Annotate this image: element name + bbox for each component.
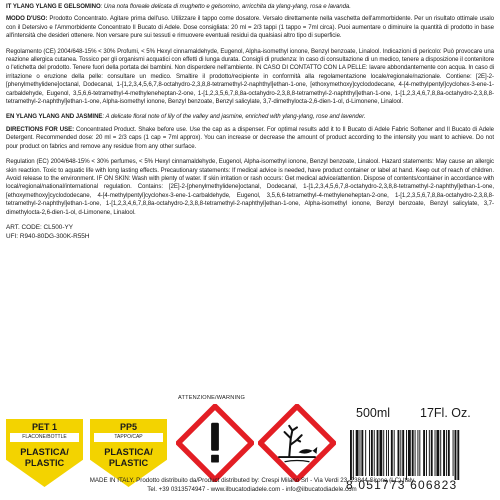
barcode-bar bbox=[431, 430, 433, 476]
ghs-exclamation-icon bbox=[176, 404, 254, 482]
barcode-bar bbox=[423, 430, 425, 476]
it-usage-heading: MODO D'USO: bbox=[6, 15, 48, 23]
recycling-code: PP5 bbox=[119, 422, 137, 432]
barcode-bar bbox=[371, 430, 373, 476]
warning-title: ATTENZIONE/WARNING bbox=[178, 395, 245, 401]
recycling-material bbox=[6, 447, 83, 468]
recycling-code: PET 1 bbox=[31, 422, 57, 432]
barcode-bar bbox=[400, 430, 401, 476]
barcode-bar bbox=[426, 430, 427, 476]
barcode-bar bbox=[379, 430, 382, 476]
barcode-bar bbox=[448, 430, 450, 476]
recycling-material bbox=[90, 447, 167, 468]
volume-floz: 17Fl. Oz. bbox=[420, 406, 471, 420]
ghs-environment-icon bbox=[258, 404, 336, 482]
ufi-code: UFI: R940-80DG-300K-R55H bbox=[6, 232, 90, 240]
it-title: IT YLANG YLANG E GELSOMINO bbox=[6, 3, 101, 10]
it-intro-text: : Una nota floreale delicata di mughetto e gelsomino, arricchita da ylang-ylang, rosa e lavanda. bbox=[100, 3, 351, 10]
footer bbox=[12, 477, 492, 494]
barcode-bar bbox=[350, 430, 352, 480]
barcode-bar bbox=[429, 430, 430, 476]
barcode-bar bbox=[356, 430, 359, 476]
en-intro bbox=[6, 113, 494, 121]
material-line1: PLASTICA/ bbox=[20, 447, 69, 457]
barcode-bar bbox=[360, 430, 361, 476]
barcode-bar bbox=[417, 430, 418, 476]
barcode-bar bbox=[383, 430, 384, 476]
footer-address: MADE IN ITALY. Prodotto distribuito da/Product distributed by: Crespi Milano Srl - Via Verdi 23, 23844 Sirone (LC) Italy bbox=[89, 477, 415, 484]
barcode-bar bbox=[419, 430, 420, 476]
barcode-bar bbox=[361, 430, 363, 476]
barcode-bar bbox=[436, 430, 439, 476]
en-title: EN YLANG YLANG AND JASMINE bbox=[6, 113, 103, 121]
it-regulation: Regolamento (CE) 2004/648-15% < 30% Profumi, < 5% Hexyl cinnamaldehyde, Eugenol, Alpha-isomethyl ionone, Benzyl benzoate, Linalool. Indicazioni di pericolo: Può provocare una reazione allergica cutanea. Tossico per gli organismi acquatici con effetti di lunga durata. Consigli di prudenza: In caso di consultazione di un medico, tenere a disposizione il contenitore o l'etichetta del prodotto. Tenere fuori della portata dei bambini. Non disperdere nell'ambiente. IN CASO DI CONTATTO CON LA PELLE: lavare abbondantemente con acqua. In caso di irritazione o eruzione della pelle: consultare un medico. Smaltire il prodotto/recipiente in conformità alla regolamentazione locale/regionale/nazionale. Contiene: [2E]-2-[phenylmethylidene]octanal, Dodecanal, 1-[1,2,3,4,5,6,7,8-octahydro-2,3,8,8-tetramethyl-2-naphthyl]ethan-1-one, [ethoxymethoxy]cyclododecane, 4-[4-methylpentyl]cyclohex-3-ene-1-carbaldehyde, Eugenol, 3,5,6,6-tetramethyl-4-methyleneheptan-2-one, 1-[1,2,3,5,6,7,8,8a-octahydro-2,3,8,8-tetramethyl-2-naphthyl]ethan-1-one, 1-[1,2,3,4,6,7,8,8a-octahydro-2,3,8,8-tetramethyl-2-naphthyl]ethan-1-one, Alpha-isomethyl ionone, Benzyl benzoate, Benzyl salicylate, 3,7-dimethylocta-2,6-dien-1-ol, d-Limonene, Linalool. bbox=[6, 47, 494, 106]
en-usage-heading: DIRECTIONS FOR USE: bbox=[6, 125, 75, 133]
barcode-bar bbox=[435, 430, 436, 476]
barcode-bar bbox=[406, 430, 407, 480]
barcode-bar bbox=[394, 430, 395, 476]
art-code: ART. CODE: CL500-YY bbox=[6, 223, 74, 231]
barcode-number: 8 051773 606823 bbox=[346, 478, 458, 492]
material-line1: PLASTICA/ bbox=[104, 447, 153, 457]
barcode-bar bbox=[408, 430, 411, 476]
material-line2: PLASTIC bbox=[24, 457, 65, 468]
barcode-bar bbox=[412, 430, 414, 476]
barcode-bar bbox=[398, 430, 400, 476]
en-regulation: Regulation (EC) 2004/648-15% < 30% perfumes, < 5% Hexyl cinnamaldehyde, Eugenol, Alpha-isomethyl ionone, Benzyl benzoate, Linalool. Hazard statements: May cause an allergic skin reaction. Toxic to aquatic life with long lasting effects. Precautionary statements: If medical advice is needed, have product container or label at hand. Keep out of reach of children. Avoid release to the environment. IF ON SKIN: Wash with plenty of water. If skin irritation or rash occurs: Get medical advice/attention. Dispose of contents/container in accordance with local/regional/national/international regulation. Contains: [2E]-2-[phenylmethylidene]octanal, Dodecanal, 1-[1,2,3,4,5,6,7,8-octahydro-2,3,8,8-tetramethyl-2-naphthyl]ethan-1-one, [ethoxymethoxy]cyclododecane, 4-[4-methylpentyl]cyclohex-3-ene-1-carbaldehyde, Eugenol, 3,5,6,6-tetramethyl-4-methyleneheptan-2-one, 1-[1,2,3,5,6,7,8,8a-octahydro-2,3,8,8-tetramethyl-2-naphthyl]ethan-1-one, 1-[1,2,3,4,6,7,8,8a-octahydro-2,3,8,8-tetramethyl-2-naphthyl]ethan-1-one, Alpha-isomethyl ionone, Benzyl benzoate, Benzyl salicylate, 3,7-dimethylocta-2,6-dien-1-ol, d-Limonene, Linalool. bbox=[6, 158, 494, 216]
barcode-bar bbox=[386, 430, 387, 476]
recycling-label: FLACONE/BOTTLE bbox=[10, 433, 79, 442]
barcode-bar bbox=[402, 430, 404, 476]
volume-ml: 500ml bbox=[356, 406, 391, 420]
barcode-bar bbox=[440, 430, 441, 476]
barcode-bar bbox=[369, 430, 370, 476]
barcode-bar bbox=[446, 430, 447, 476]
footer-contacts: Tel. +39 0313574947 - www.ilbucatodiadele.com - info@ilbucatodiadele.com bbox=[147, 485, 357, 493]
barcode-bar bbox=[391, 430, 393, 476]
barcode-bar bbox=[455, 430, 457, 480]
barcode-bar bbox=[457, 430, 459, 480]
en-usage-text: Concentrated Product. Shake before use. Use the cap as a dispenser. For optimal results add it to Il Bucato di Adele Fabric Softener and Il Bucato di Adele Detergent. Recommended dose: 20 ml = 2/3 caps (1 cap = 7ml approx). You can increase or decrease the amount of product according to the intensity you want to achieve. Do not pour product on fabrics and remove any residue from any other surface. bbox=[6, 125, 494, 150]
barcode-bar bbox=[353, 430, 354, 480]
barcode-bar bbox=[443, 430, 445, 476]
recycling-label: TAPPO/CAP bbox=[94, 433, 163, 442]
barcode-bar bbox=[415, 430, 416, 476]
barcode-bar bbox=[365, 430, 366, 476]
en-intro-text: : A delicate floral note of lily of the valley and jasmine, enriched with ylang-ylang, rose and lavender. bbox=[102, 113, 366, 121]
it-usage bbox=[6, 15, 494, 40]
barcode-bar bbox=[388, 430, 389, 476]
barcode-bar bbox=[377, 430, 379, 476]
material-line2: PLASTIC bbox=[108, 457, 149, 468]
en-usage bbox=[6, 126, 494, 151]
barcode-bar bbox=[374, 430, 375, 476]
barcode-bar bbox=[453, 430, 454, 476]
it-intro bbox=[6, 3, 494, 11]
label-text-area bbox=[6, 3, 494, 241]
it-usage-text: Prodotto Concentrato. Agitare prima dell'uso. Utilizzare il tappo come dosatore. Versalo direttamente nella vaschetta dell'ammorbidente. Per un risultato ottimale usalo con il Detersivo e l'Ammorbidente Concentrato Il Bucato di Adele. Dose consigliata: 20 ml = 2/3 tappi (1 tappo = 7ml circa). Puoi aumentare o diminuire la quantità di prodotto in base all'intensità che desideri ottenere. Non versare pure sui tessuti e rimuovere eventuali residui da qualsiasi altro tipo di superficie. bbox=[6, 15, 494, 40]
barcode-icon bbox=[346, 430, 494, 484]
